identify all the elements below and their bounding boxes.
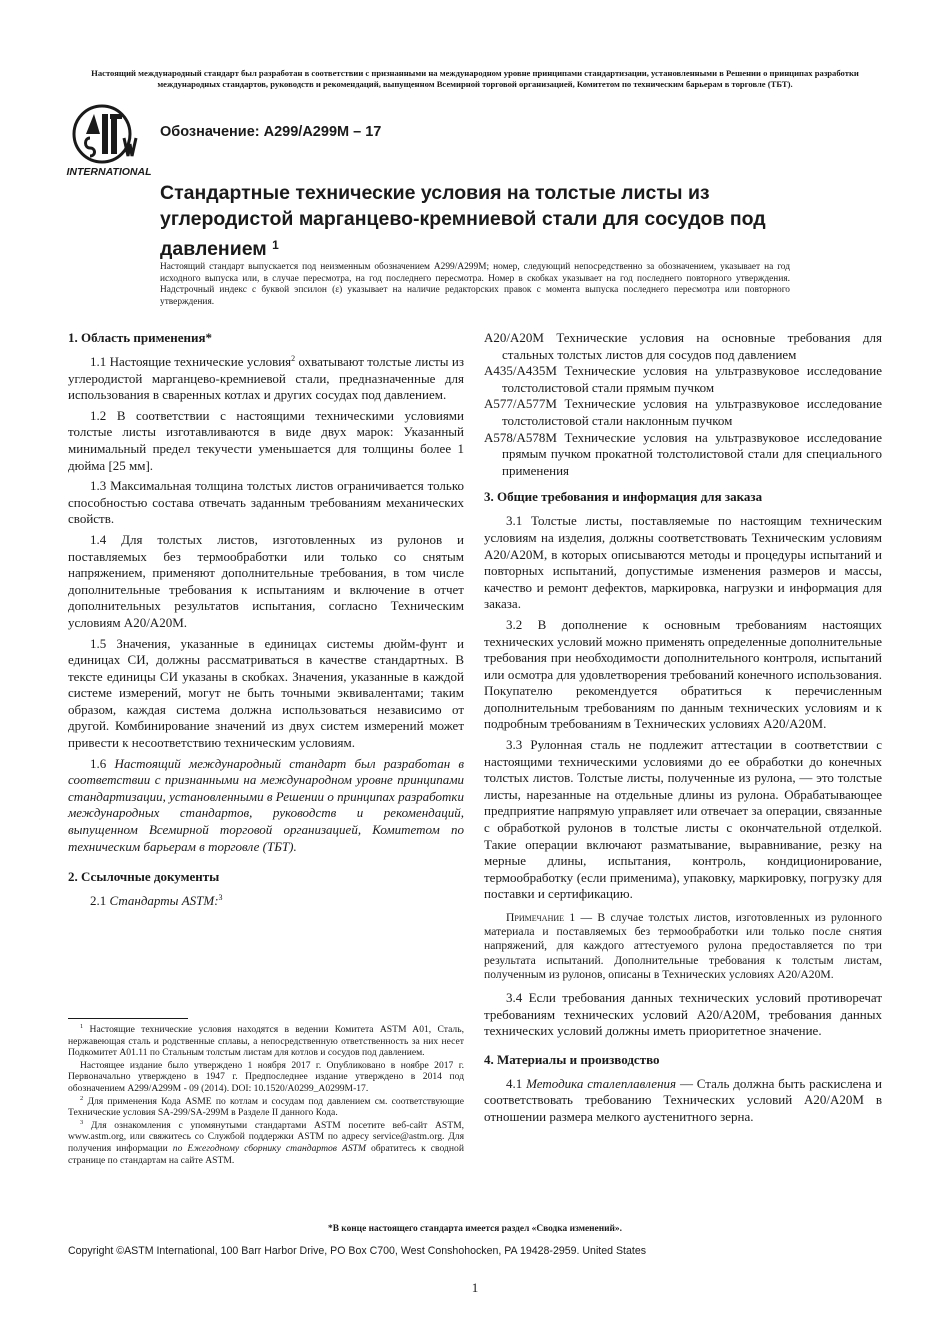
astm-logo-text: INTERNATIONAL [66,166,152,178]
paragraph-3-2: 3.2 В дополнение к основным требованиям настоящих технических условий можно применять определенные дополнительные требования при необходимости дополнительного контроля, испытаний или осмотра для удовлетворения требований конечного использования. Покупателю рекомендуется обратиться к перечисленным дополнительным требованиям по данным технических условиям и к подробным требованиям в Технических условиях A20/A20M. [484,616,882,732]
footnote-ref-2: 2 [291,354,296,363]
reference-a578: A578/A578M Технические условия на ультразвуковое исследование прямым пучком прокатной толстолистовой стали для специального применения [484,429,882,478]
paragraph-2-1 [68,893,464,910]
footnote-2 [68,1096,464,1119]
footnote-1-marker: 1 [80,1023,84,1030]
footnote-3-text-a: Для ознакомления с упомянутыми стандартами ASTM посетите веб-сайт ASTM, www.astm.org, или свяжитесь со Службой поддержки ASTM по адресу service@astm.org. Для получения информации [68,1119,464,1154]
footnote-1-continued: Настоящее издание было утверждено 1 ноября 2017 г. Опубликовано в ноябре 2017 г. Первоначально утверждено в 1947 г. Предпоследнее издание утверждено в 2014 под обозначением A299/A299M - 09 (2014). DOI: 10.1520/A0299_A0299M-17. [68,1059,464,1094]
paragraph-1-2: 1.2 В соответствии с настоящими техническими условиями толстые листы изготавливаются в виде двух марок: Указанный минимальный предел текучести уменьшается для толщины более 1 дюйма [25 мм]. [68,407,464,473]
paragraph-1-6-text: Настоящий международный стандарт был разработан в соответствии с признанными на международном уровне принципами стандартизации, установленными в Решении о принципах разработки международных стандартов, руководств и рекомендаций, выпущенном Всемирной торговой организацией, Комитетом по техническим барьерам в торговле (ТБТ). [68,755,465,854]
page-number: 1 [471,1280,479,1295]
footnote-3 [68,1120,464,1166]
summary-of-changes-note: *В конце настоящего стандарта имеется раздел «Сводка изменений». [328,1224,622,1234]
section-1-heading: 1. Область применения* [68,330,212,345]
footnote-divider [68,1018,188,1019]
footnote-2-marker: 2 [80,1094,84,1102]
footnote-1-text: Настоящие технические условия находятся в ведении Комитета ASTM A01, Сталь, нержавеющая сталь и родственные сплавы, а непосредственную ответственность за них несет Подкомитет A01.11 по Стальным толстым листам для котлов и сосудов под давлением. [68,1024,464,1059]
document-title-text: Стандартные технические условия на толстые листы из углеродистой марганцево-кремниевой стали для сосудов под давлением [160,182,766,260]
paragraph-1-4: 1.4 Для толстых листов, изготовленных из рулонов и поставляемых без термообработки или только со снятым напряжением, применяют дополнительные требования, в том числе дополнительные требования к испытаниям и включение в отчет дополнительных результатов испытания, согласно Техническим условиям A20/A20M. [68,531,464,630]
paragraph-4-1-text: — Сталь должна быть раскислена и соответствовать требованию Технических условий A20/A20M в отношении размера мелкого аустенитного зерна. [484,1075,882,1124]
title-footnote-ref: 1 [272,238,279,252]
issue-note: Настоящий стандарт выпускается под неизменным обозначением A299/A299M; номер, следующий непосредственно за обозначением, указывает на год исходного выпуска или, в случае пересмотра, на год последнего пересмотра. Номер в скобках указывает на год последнего повторного утверждения. Надстрочный индекс с буквой эпсилон (ε) указывает на наличие редакторских правок с момента выпуска последнего пересмотра или повторного утверждения. [160,262,790,307]
left-column [68,330,464,914]
paragraph-4-1 [484,1076,882,1126]
paragraph-3-3: 3.3 Рулонная сталь не подлежит аттестации в соответствии с настоящими техническими условиями до ее обработки до конечных толстых листов. Толстые листы, полученные из рулона, — это толстые листы, нарезанные на отдельные длины из рулона. Обрабатывающее предприятие напрямую управляет или отвечает за операции, связанные с обработкой рулонов в толстые листы с окончательной отделкой. Такие операции включают разматывание, выравнивание, резку на мерные длины, испытания, контроль, кондиционирование, термообработку (если применима), упаковку, маркировку, погрузку для поставки и сертификацию. [484,737,882,902]
paragraph-1-1 [68,354,464,404]
paragraph-1-1-text-b: охватывают толстые листы из углеродистой марганцево-кремниевой стали, предназначенные для использования в сваренных котлах и других сосудах под давлением. [68,354,464,403]
footnote-2-text: Для применения Кода ASME по котлам и сосудам под давлением см. соответствующие Технические условия SA-299/SA-299M в Разделе II данного Кода. [68,1095,464,1119]
paragraph-4-1-number: 4.1 [506,1075,527,1091]
paragraph-2-1-text: Стандарты ASTM: [109,893,219,909]
document-title [160,180,820,262]
right-column [484,330,882,1130]
paragraph-3-4: 3.4 Если требования данных технических условий противоречат требованиям технических условий A20/A20M, требования данных технических условий должны иметь приоритетное значение. [484,990,882,1039]
footnote-ref-3: 3 [218,893,223,903]
paragraph-1-1-text-a: 1.1 Настоящие технические условия [90,354,292,369]
footnotes [68,1024,464,1167]
standard-designation: Обозначение: A299/A299M – 17 [160,124,382,140]
international-standard-notice: Настоящий международный стандарт был разработан в соответствии с признанными на международном уровне принципами стандартизации, установленными в Решении о принципах разработки международных стандартов, руководств и рекомендаций, выпущенном Всемирной торговой организацией, Комитетом по техническим барьерам в торговле (ТБТ). [91,68,859,89]
reference-a577: A577/A577M Технические условия на ультразвуковое исследование толстолистовой стали наклонным пучком [484,396,882,428]
paragraph-1-6 [68,756,464,856]
footnote-1 [68,1024,464,1059]
note-1-label: Примечание 1 [506,911,576,924]
reference-a20: A20/A20M Технические условия на основные требования для стальных толстых листов для сосудов под давлением [484,330,882,362]
note-1 [484,911,882,982]
section-2-heading: 2. Ссылочные документы [68,869,220,885]
paragraph-3-1: 3.1 Толстые листы, поставляемые по настоящим техническим условиям на изделия, должны соответствовать Техническим условиям A20/A20M, в которых описываются методы и процедуры испытаний и повторных испытаний, допустимые изменения размеров и массы, качество и ремонт дефектов, маркировка, нагрузки и информация для заказа. [484,513,882,612]
footnote-3-marker: 3 [80,1118,84,1126]
reference-a435: A435/A435M Технические условия на ультразвуковое исследование толстолистовой стали прямым пучком [484,363,882,395]
astm-logo [64,104,154,178]
footnote-3-text-b: обратитесь к сводной странице по стандартам на сайте ASTM. [68,1142,464,1166]
paragraph-2-1-number: 2.1 [90,893,110,909]
paragraph-1-5: 1.5 Значения, указанные в единицах системы дюйм-фунт и единицах СИ, должны рассматриваться в качестве стандартных. В тексте единицы СИ указаны в скобках. Значения, указанные в каждой системе измерений, могут не быть точными эквивалентами; таким образом, каждая система должна использоваться независимо от другой. Комбинирование значений из двух систем измерений может привести к несоответствию техническим условиям. [68,635,464,751]
paragraph-4-1-italic: Методика сталеплавления [526,1075,677,1091]
footnote-3-italic: по Ежегодному сборнику стандартов ASTM [172,1142,366,1154]
paragraph-1-3: 1.3 Максимальная толщина толстых листов ограничивается только способностью состава отвечать заданным требованиям механических свойств. [68,478,464,527]
section-4-heading: 4. Материалы и производство [484,1051,660,1067]
note-1-text: — В случае толстых листов, изготовленных из рулонного материала и поставляемых без термообработки или только после снятия напряжений, для каждого аттестуемого рулона предоставляется по три результата испытаний. Дополнительные требования к толстым листам, полученным из рулонов, описаны в Технических условиях A20/A20M. [484,911,882,981]
section-3-heading: 3. Общие требования и информация для заказа [484,489,763,505]
copyright-line: Copyright ©ASTM International, 100 Barr Harbor Drive, PO Box C700, West Conshohocken, PA 19428-2959. United States [68,1245,647,1257]
paragraph-1-6-number: 1.6 [90,755,115,771]
